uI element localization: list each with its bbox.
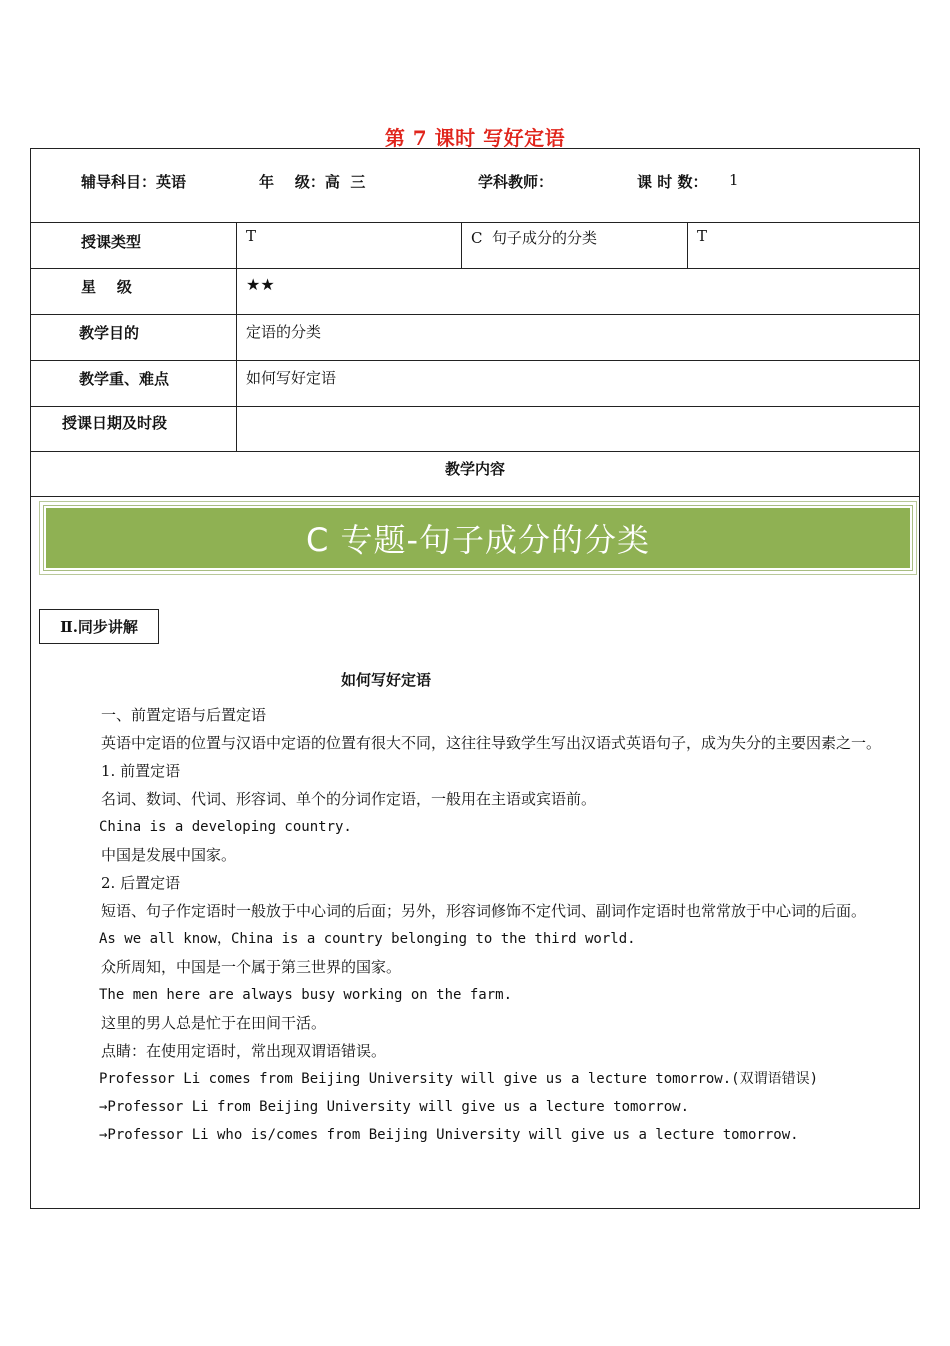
heading-1-2: 2. 后置定语 <box>101 874 181 892</box>
type-cell-2: C 句子成分的分类 <box>461 223 687 268</box>
lesson-plan-table <box>30 148 920 1209</box>
type-cell-1: T <box>236 223 461 268</box>
teacher-label: 学科教师： <box>478 173 554 191</box>
key-points-label: 教学重、难点 <box>79 370 170 388</box>
type-label: 授课类型 <box>81 233 142 251</box>
subject-label: 辅导科目：英语 <box>81 173 187 191</box>
example-2: As we all know，China is a country belonging to the third world. <box>99 931 636 947</box>
grade-label: 年 级：高 三 <box>259 173 366 191</box>
goal-row <box>31 315 919 361</box>
example-3: The men here are always busy working on the farm. <box>99 987 513 1003</box>
topic-banner <box>39 501 917 575</box>
example-5: →Professor Li from Beijing University will give us a lecture tomorrow. <box>99 1099 690 1115</box>
date-row <box>31 407 919 452</box>
lesson-body <box>71 701 916 1149</box>
translation-2: 众所周知，中国是一个属于第三世界的国家。 <box>101 958 402 976</box>
header-row <box>31 149 919 223</box>
document-title: 第 7 课时 写好定语 <box>384 126 566 150</box>
key-points-value: 如何写好定语 <box>246 369 337 387</box>
translation-3: 这里的男人总是忙于在田间干活。 <box>101 1014 327 1032</box>
star-label: 星 级 <box>81 278 132 296</box>
hours-label: 课 时 数： <box>637 173 708 191</box>
goal-label: 教学目的 <box>79 324 140 342</box>
goal-value: 定语的分类 <box>246 323 322 341</box>
section-label: Ⅱ.同步讲解 <box>39 609 159 644</box>
heading-1-1: 1. 前置定语 <box>101 762 181 780</box>
date-label: 授课日期及时段 <box>62 414 168 432</box>
section-title: 如何写好定语 <box>340 671 431 689</box>
type-cell-3: T <box>687 223 919 268</box>
heading-1: 一、前置定语与后置定语 <box>101 706 267 724</box>
paragraph-1: 英语中定语的位置与汉语中定语的位置有很大不同，这往往导致学生写出汉语式英语句子，成为失分的主要因素之一。 <box>101 734 882 752</box>
example-6: →Professor Li who is/comes from Beijing University will give us a lecture tomorrow. <box>99 1127 799 1143</box>
tip: 点睛：在使用定语时，常出现双谓语错误。 <box>101 1042 387 1060</box>
star-rating: ★★ <box>246 275 275 294</box>
example-4: Professor Li comes from Beijing University will give us a lecture tomorrow.(双谓语错误) <box>99 1071 819 1087</box>
star-row <box>31 269 919 315</box>
example-1: China is a developing country. <box>99 819 352 835</box>
paragraph-2: 名词、数词、代词、形容词、单个的分词作定语，一般用在主语或宾语前。 <box>101 790 597 808</box>
content-label: 教学内容 <box>444 460 505 478</box>
paragraph-3: 短语、句子作定语时一般放于中心词的后面；另外，形容词修饰不定代词、副词作定语时也常常放于中心词的后面。 <box>101 902 867 920</box>
banner-title: C 专题-句子成分的分类 <box>305 521 651 559</box>
content-header-row <box>31 452 919 497</box>
translation-1: 中国是发展中国家。 <box>101 846 237 864</box>
key-points-row <box>31 361 919 407</box>
type-row <box>31 223 919 269</box>
hours-value: 1 <box>729 171 739 189</box>
